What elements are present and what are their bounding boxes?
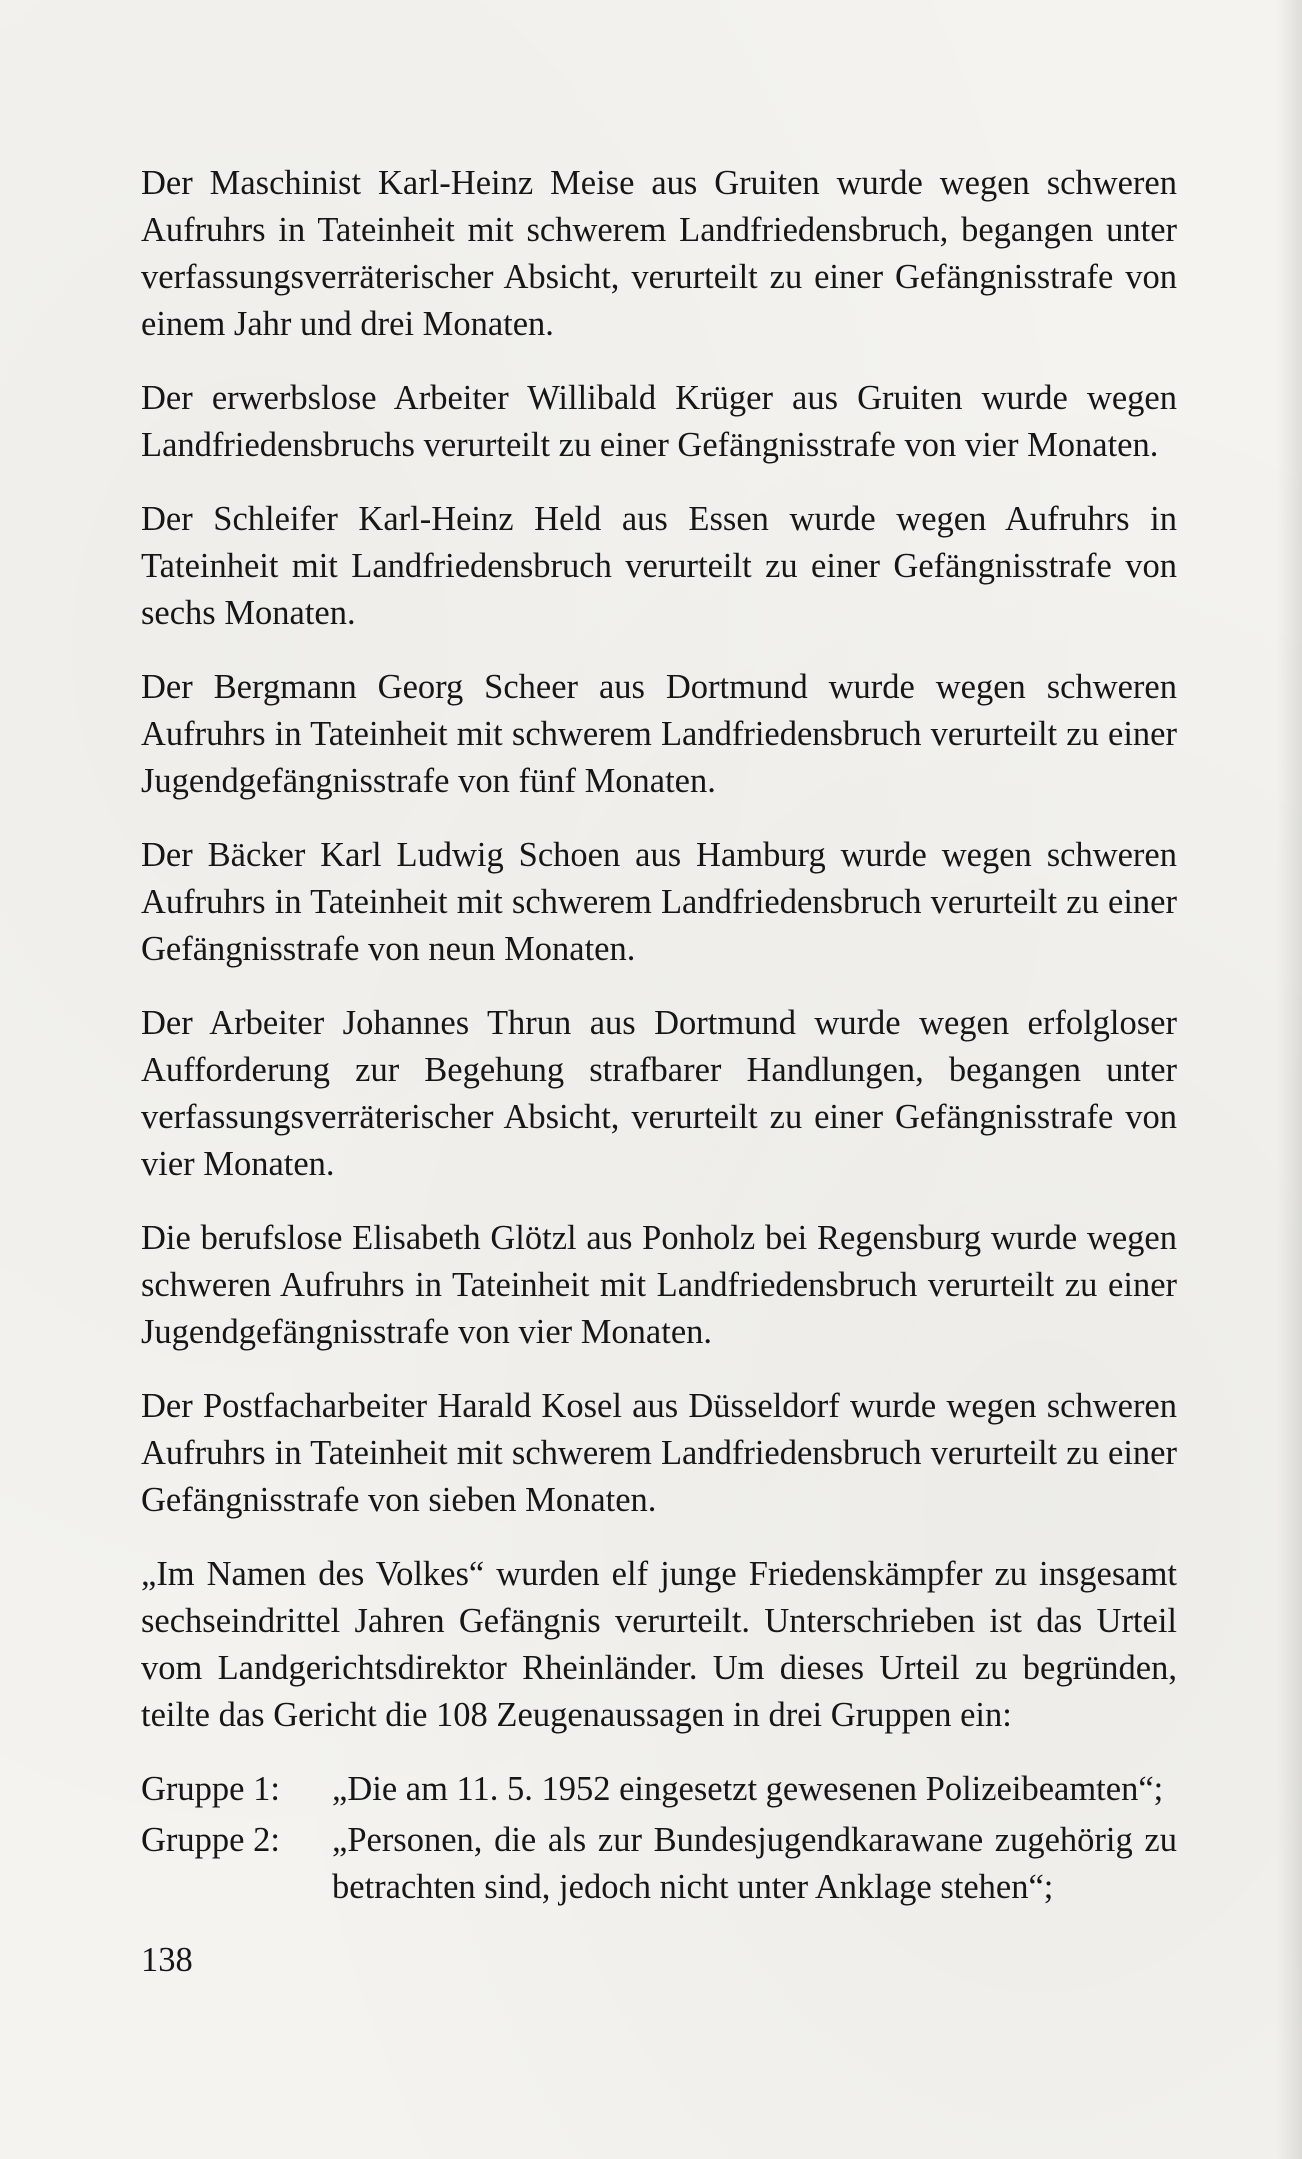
paragraph-meise: Der Maschinist Karl-Heinz Meise aus Gruiten wurde wegen schweren Aufruhrs in Tateinheit mit schwerem Landfriedensbruch, begangen unter verfassungsverräterischer Absicht, verurteilt zu einer Gefängnisstrafe von einem Jahr und drei Monaten. <box>141 164 1177 343</box>
paragraph-scheer: Der Bergmann Georg Scheer aus Dortmund wurde wegen schweren Aufruhrs in Tateinheit mit schwerem Landfriedensbruch verurteilt zu einer Jugendgefängnisstrafe von fünf Monaten. <box>141 668 1177 800</box>
page-edge-shadow <box>1276 0 1302 2159</box>
paragraph-krueger: Der erwerbslose Arbeiter Willibald Krüger aus Gruiten wurde wegen Landfriedensbruchs verurteilt zu einer Gefängnisstrafe von vier Monaten. <box>141 379 1177 464</box>
page-number: 138 <box>141 1941 193 1979</box>
paragraph-schoen: Der Bäcker Karl Ludwig Schoen aus Hamburg wurde wegen schweren Aufruhrs in Tateinheit mit schwerem Landfriedensbruch verurteilt zu einer Gefängnisstrafe von neun Monaten. <box>141 836 1177 968</box>
group-description: „Die am 11. 5. 1952 eingesetzt gewesenen Polizeibeamten“; <box>332 1770 1164 1808</box>
witness-group-1 <box>141 1766 1177 1813</box>
group-label: Gruppe 2: <box>141 1821 280 1859</box>
paragraph-kosel: Der Postfacharbeiter Harald Kosel aus Düsseldorf wurde wegen schweren Aufruhrs in Tateinheit mit schwerem Landfriedensbruch verurteilt zu einer Gefängnisstrafe von sieben Monaten. <box>141 1387 1177 1519</box>
paragraph-gloetzl: Die berufslose Elisabeth Glötzl aus Ponholz bei Regensburg wurde wegen schweren Aufruhrs in Tateinheit mit Landfriedensbruch verurteilt zu einer Jugendgefängnisstrafe von vier Monaten. <box>141 1219 1177 1351</box>
paragraph-thrun: Der Arbeiter Johannes Thrun aus Dortmund wurde wegen erfolgloser Aufforderung zur Begehung strafbarer Handlungen, begangen unter verfassungsverräterischer Absicht, verurteilt zu einer Gefängnisstrafe von vier Monaten. <box>141 1004 1177 1183</box>
body-text <box>141 160 1177 1915</box>
group-label: Gruppe 1: <box>141 1770 280 1808</box>
witness-groups-list <box>141 1766 1177 1911</box>
paragraph-held: Der Schleifer Karl-Heinz Held aus Essen wurde wegen Aufruhrs in Tateinheit mit Landfriedensbruch verurteilt zu einer Gefängnisstrafe von sechs Monaten. <box>141 500 1177 632</box>
witness-group-2 <box>141 1817 1177 1911</box>
paragraph-verdict-summary: „Im Namen des Volkes“ wurden elf junge Friedenskämpfer zu insgesamt sechseindrittel Jahren Gefängnis verurteilt. Unterschrieben ist das Urteil vom Landgerichtsdirektor Rheinländer. Um dieses Urteil zu begründen, teilte das Gericht die 108 Zeugenaussagen in drei Gruppen ein: <box>141 1555 1177 1734</box>
group-description: „Personen, die als zur Bundesjugendkarawane zugehörig zu betrachten sind, jedoch nicht unter Anklage stehen“; <box>332 1821 1177 1906</box>
